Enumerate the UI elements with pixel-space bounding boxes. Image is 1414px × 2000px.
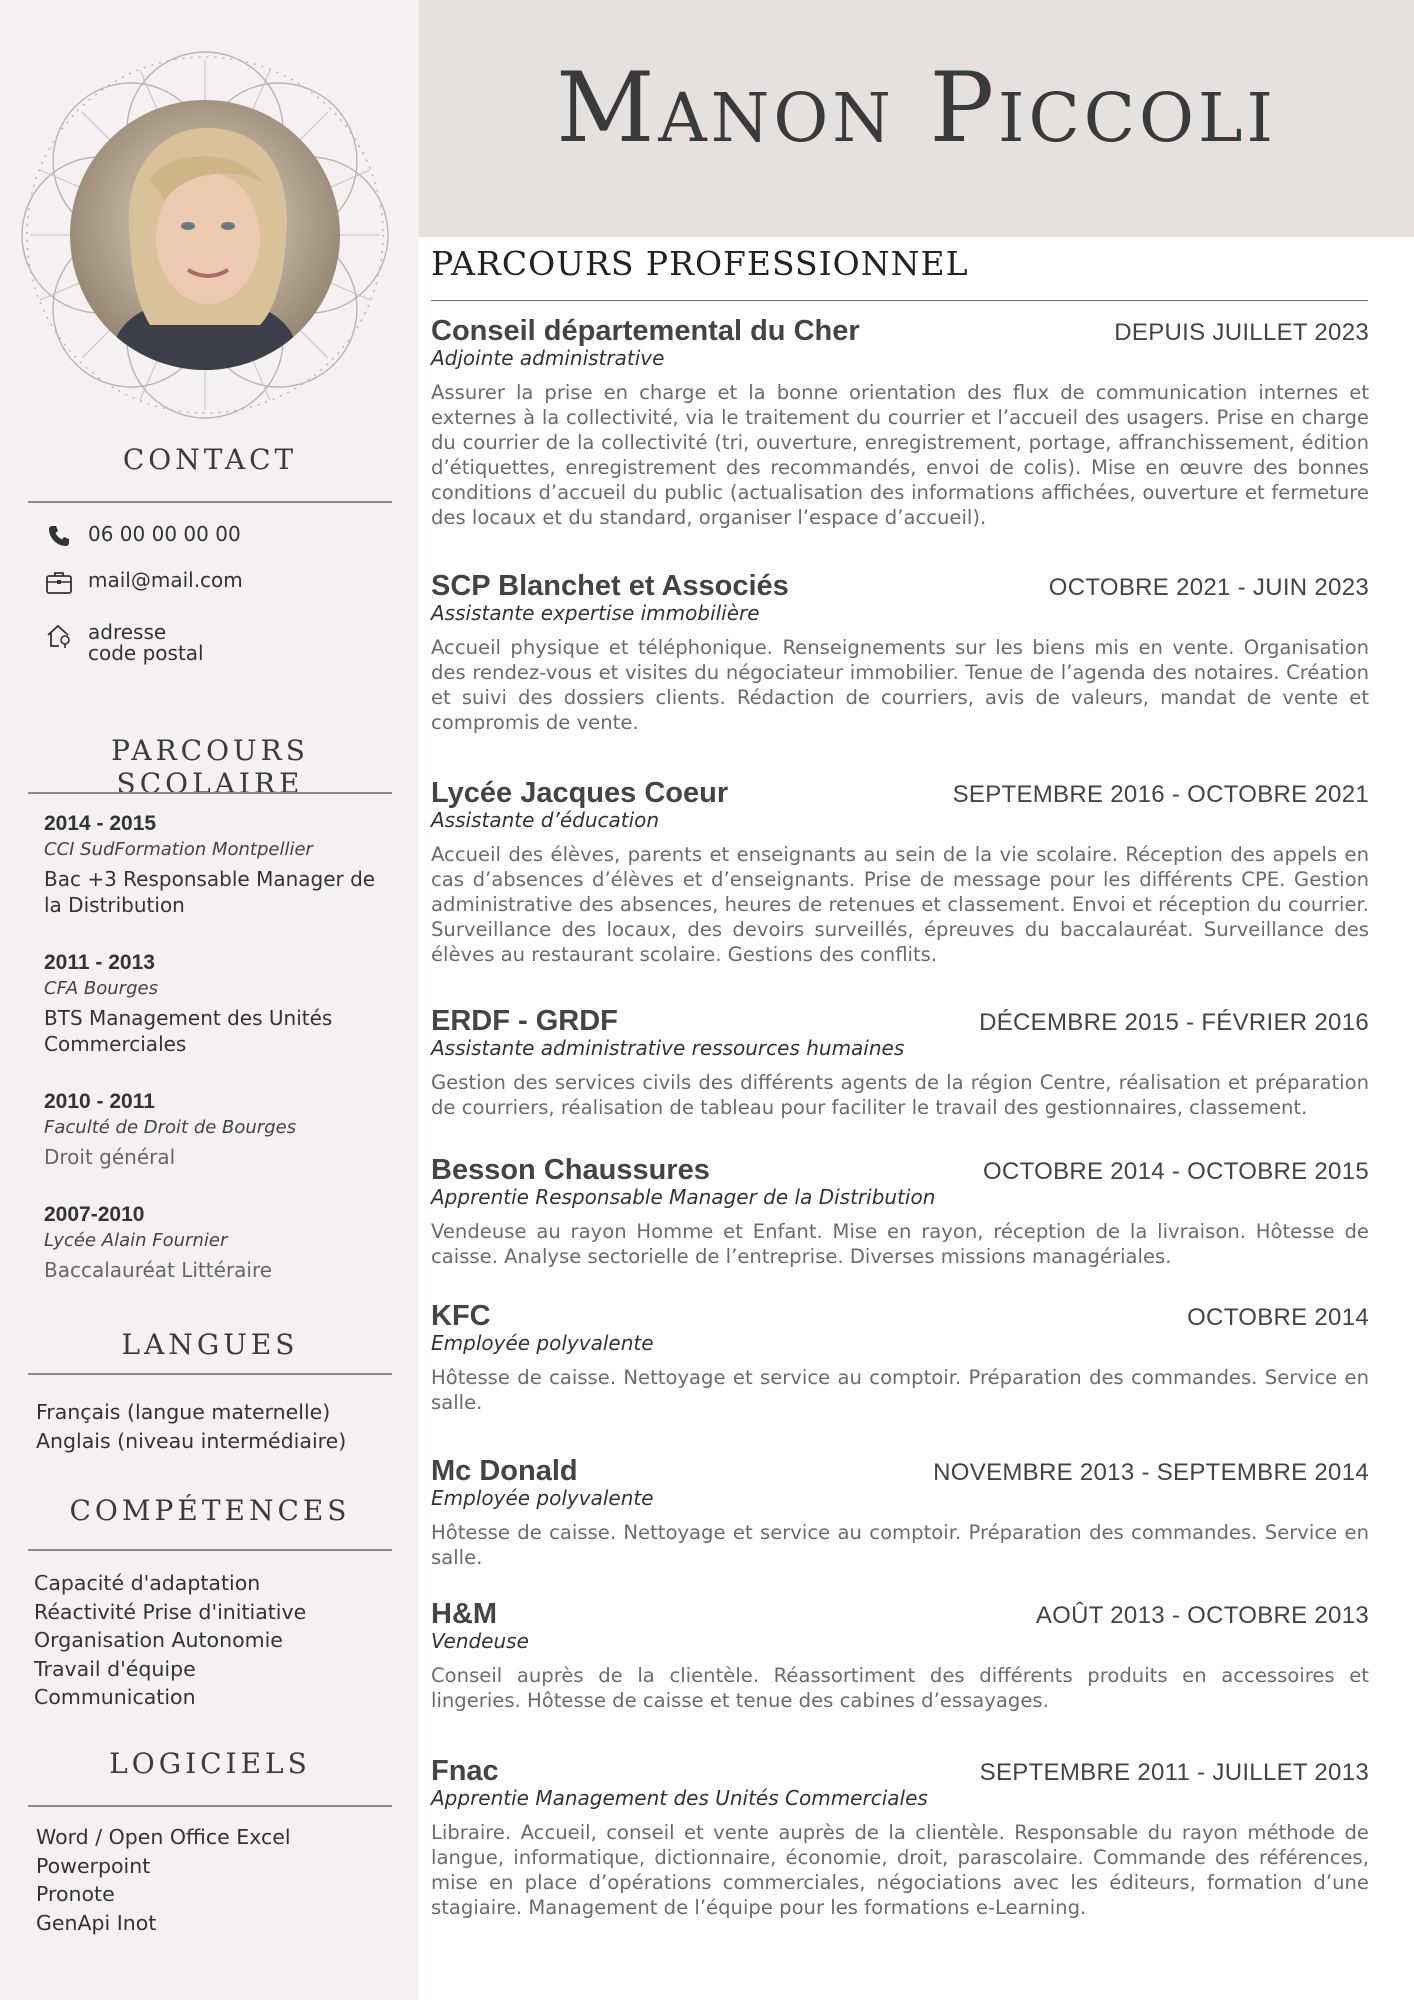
phone-icon — [44, 522, 74, 550]
experience-heading: PARCOURS PROFESSIONNEL — [431, 244, 969, 283]
contact-divider — [28, 501, 392, 503]
skill-item: Organisation Autonomie — [34, 1628, 283, 1652]
education-degree: BTS Management des Unités Commerciales — [44, 1006, 333, 1056]
address-row — [44, 622, 204, 664]
education-item — [44, 812, 394, 918]
language-item: Français (langue maternelle) — [36, 1400, 331, 1424]
contact-heading: CONTACT — [122, 443, 298, 476]
profile-photo-frame — [20, 50, 390, 420]
job-date: DEPUIS JUILLET 2023 — [1114, 319, 1369, 346]
experience-divider — [431, 300, 1368, 301]
address-line: adresse — [88, 620, 167, 644]
software-heading: LOGICIELS — [109, 1747, 311, 1780]
education-school: Faculté de Droit de Bourges — [44, 1117, 297, 1138]
education-years: 2011 - 2013 — [44, 951, 155, 974]
education-item — [44, 951, 394, 1057]
job-company: H&M — [431, 1598, 498, 1630]
phone-row — [44, 522, 241, 550]
job-role: Employée polyvalente — [431, 1486, 654, 1510]
job-role: Vendeuse — [431, 1629, 529, 1653]
job-entry — [431, 1598, 1369, 1713]
language-item: Anglais (niveau intermédiaire) — [36, 1428, 347, 1453]
education-item — [44, 1203, 394, 1283]
education-years: 2010 - 2011 — [44, 1090, 155, 1113]
job-company: Conseil départemental du Cher — [431, 315, 860, 347]
software-item: Word / Open Office Excel — [36, 1825, 291, 1849]
job-role: Apprentie Management des Unités Commerciales — [431, 1786, 928, 1810]
job-entry — [431, 1755, 1369, 1920]
job-description: Hôtesse de caisse. Nettoyage et service au comptoir. Préparation des commandes. Service en salle. — [431, 1366, 1369, 1414]
skill-item: Communication — [34, 1685, 196, 1709]
job-entry — [431, 1455, 1369, 1570]
skills-divider — [28, 1549, 392, 1551]
education-years: 2007-2010 — [44, 1203, 145, 1226]
skill-item: Travail d'équipe — [34, 1656, 196, 1681]
education-item — [44, 1090, 394, 1170]
job-entry — [431, 777, 1369, 967]
email-row — [44, 568, 243, 596]
briefcase-icon — [44, 568, 74, 596]
job-date: OCTOBRE 2014 - OCTOBRE 2015 — [982, 1158, 1369, 1185]
skill-item: Capacité d'adaptation — [34, 1571, 261, 1595]
job-date: OCTOBRE 2014 — [1187, 1304, 1369, 1331]
software-divider — [28, 1805, 392, 1807]
job-company: SCP Blanchet et Associés — [431, 570, 789, 602]
job-description: Vendeuse au rayon Homme et Enfant. Mise en rayon, réception de la livraison. Hôtesse de caisse. Analyse sectorielle de l’entreprise. Diverses missions managériales. — [431, 1220, 1369, 1268]
job-role: Assistante administrative ressources humaines — [431, 1036, 905, 1060]
job-entry — [431, 1300, 1369, 1415]
job-company: Fnac — [431, 1755, 499, 1787]
job-description: Conseil auprès de la clientèle. Réassortiment des différents produits en accessoires et lingeries. Hôtesse de caisse et tenue des cabines d’essayages. — [431, 1664, 1369, 1712]
job-date: OCTOBRE 2021 - JUIN 2023 — [1048, 574, 1369, 601]
sidebar — [0, 0, 419, 2000]
home-location-icon — [44, 622, 74, 650]
job-role: Assistante d’éducation — [431, 808, 660, 832]
education-school: Lycée Alain Fournier — [44, 1230, 228, 1251]
job-description: Gestion des services civils des différents agents de la région Centre, réalisation et préparation de courriers, réalisation de tableau pour faciliter le travail des gestionnaires, classement. — [431, 1071, 1369, 1119]
job-entry — [431, 1154, 1369, 1269]
job-date: DÉCEMBRE 2015 - FÉVRIER 2016 — [979, 1009, 1369, 1036]
job-date: AOÛT 2013 - OCTOBRE 2013 — [1035, 1602, 1369, 1629]
job-entry — [431, 1005, 1369, 1120]
skill-item: Réactivité Prise d'initiative — [34, 1599, 307, 1624]
job-company: Mc Donald — [431, 1455, 578, 1487]
education-school: CFA Bourges — [44, 978, 158, 999]
languages-heading: LANGUES — [121, 1328, 299, 1361]
job-company: KFC — [431, 1300, 491, 1332]
phone-number[interactable]: 06 00 00 00 00 — [88, 522, 241, 546]
job-role: Assistante expertise immobilière — [431, 601, 760, 625]
languages-divider — [28, 1373, 392, 1375]
job-company: Besson Chaussures — [431, 1154, 710, 1186]
job-entry — [431, 315, 1369, 530]
software-item: GenApi Inot — [36, 1910, 157, 1935]
education-years: 2014 - 2015 — [44, 812, 157, 835]
education-heading: PARCOURS SCOLAIRE — [111, 734, 309, 800]
job-role: Adjointe administrative — [431, 346, 665, 370]
education-degree: Bac +3 Responsable Manager de la Distribution — [44, 867, 376, 917]
profile-photo — [70, 100, 340, 370]
languages-list — [36, 1398, 346, 1455]
postal-code-line: code postal — [88, 641, 204, 665]
job-role: Employée polyvalente — [431, 1331, 654, 1355]
candidate-name: Manon Piccoli — [556, 52, 1277, 164]
skills-heading: COMPÉTENCES — [69, 1494, 351, 1527]
software-item: Powerpoint — [36, 1853, 151, 1878]
job-company: Lycée Jacques Coeur — [431, 777, 729, 809]
education-degree: Baccalauréat Littéraire — [44, 1258, 273, 1282]
job-entry — [431, 570, 1369, 735]
email-address[interactable]: mail@mail.com — [88, 568, 243, 592]
job-company: ERDF - GRDF — [431, 1005, 618, 1037]
skills-list — [34, 1569, 306, 1712]
job-date: NOVEMBRE 2013 - SEPTEMBRE 2014 — [933, 1459, 1369, 1486]
software-item: Pronote — [36, 1882, 115, 1906]
job-description: Accueil physique et téléphonique. Renseignements sur les biens mis en vente. Organisation des rendez-vous et visites du négociateur immobilier. Tenue de l’agenda des notaires. Création et suivi des dossiers clients. Rédaction de courriers, avis de valeurs, mandat de vente et compromis de vente. — [431, 636, 1369, 734]
education-divider — [28, 792, 392, 794]
software-list — [36, 1823, 291, 1937]
education-degree: Droit général — [44, 1145, 176, 1169]
job-date: SEPTEMBRE 2011 - JUILLET 2013 — [979, 1759, 1369, 1786]
header-band — [419, 0, 1414, 237]
job-date: SEPTEMBRE 2016 - OCTOBRE 2021 — [952, 781, 1369, 808]
job-description: Accueil des élèves, parents et enseignants au sein de la vie scolaire. Réception des appels en cas d’absences d’élèves et d’enseignants. Prise de message pour les différents CPE. Gestion administrative des absences, heures de retenues et classement. Envoi et réception du courrier. Surveillance des locaux, des devoirs surveillés, épreuves du baccalauréat. Surveillance des élèves au restaurant scolaire. Gestions des conflits. — [431, 843, 1369, 966]
job-role: Apprentie Responsable Manager de la Distribution — [431, 1185, 936, 1209]
education-school: CCI SudFormation Montpellier — [44, 839, 313, 860]
job-description: Libraire. Accueil, conseil et vente auprès de la clientèle. Responsable du rayon méthode de langue, informatique, dictionnaire, économie, droit, parascolaire. Commande des références, mise en place d’opérations commerciales, négociations avec les éditeurs, formation d’une stagiaire. Management de l’équipe pour les formations e-Learning. — [431, 1821, 1369, 1919]
job-description: Hôtesse de caisse. Nettoyage et service au comptoir. Préparation des commandes. Service en salle. — [431, 1521, 1369, 1569]
job-description: Assurer la prise en charge et la bonne orientation des flux de communication internes et externes à la collectivité, via le traitement du courrier et l’accueil des usagers. Prise en charge du courrier de la collectivité (tri, ouverture, enregistrement, portage, affranchissement, édition d’étiquettes, enregistrement des recommandés, envoi de colis). Mise en œuvre des bonnes conditions d’accueil du public (actualisation des informations affichées, ouverture et fermeture des locaux et du standard, organiser l’espace d’accueil). — [431, 381, 1369, 529]
